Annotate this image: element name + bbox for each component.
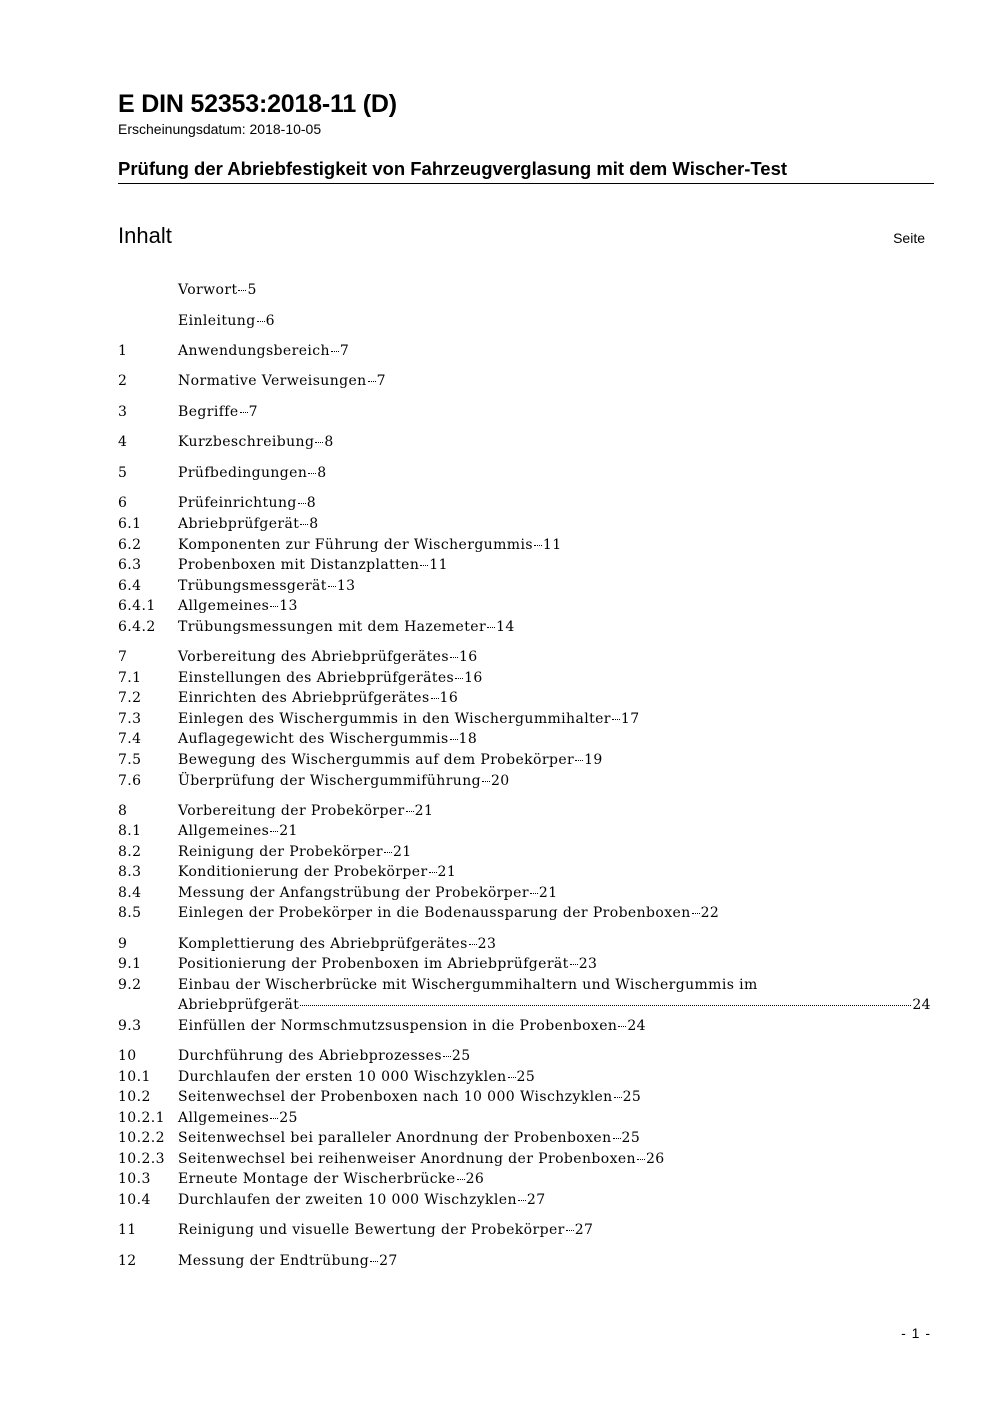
toc-title: Reinigung und visuelle Bewertung der Probekörper [178, 1222, 565, 1238]
toc-section-number: 2 [118, 373, 128, 389]
toc-page-number: 8 [317, 465, 327, 481]
toc-section-number: 9.2 [118, 977, 142, 993]
toc-title: Seitenwechsel der Probenboxen nach 10 000 Wischzyklen [178, 1089, 613, 1105]
dot-leader [328, 585, 336, 587]
toc-entry[interactable] [118, 341, 931, 361]
toc-page-number: 25 [622, 1089, 642, 1105]
toc-section-number: 8.1 [118, 823, 142, 839]
toc-entry[interactable] [118, 617, 931, 637]
toc-entry[interactable] [118, 975, 931, 1016]
toc-title: Vorwort [178, 282, 238, 298]
dot-leader [420, 564, 428, 566]
toc-title: Komponenten zur Führung der Wischergummis [178, 537, 533, 553]
dot-leader [508, 1076, 516, 1078]
toc-entry[interactable] [118, 1016, 931, 1036]
dot-leader [612, 718, 620, 720]
toc-title: Konditionierung der Probekörper [178, 864, 428, 880]
toc-entry[interactable] [118, 311, 931, 331]
dot-leader [298, 502, 306, 504]
toc-entry[interactable] [118, 647, 931, 667]
toc-page-number: 17 [620, 711, 640, 727]
toc-title: Messung der Endtrübung [178, 1253, 370, 1269]
toc-page-number: 13 [336, 578, 356, 594]
toc-title: Trübungsmessgerät [178, 578, 327, 594]
document-id: E DIN 52353:2018-11 (D) [118, 90, 397, 118]
toc-section-number: 7.2 [118, 690, 142, 706]
toc-title: Reinigung der Probekörper [178, 844, 383, 860]
toc-title: Seitenwechsel bei paralleler Anordnung der Probenboxen [178, 1130, 612, 1146]
toc-title: Positionierung der Probenboxen im Abriebprüfgerät [178, 956, 569, 972]
toc-section-number: 7.4 [118, 731, 142, 747]
toc-section-number: 9.3 [118, 1018, 142, 1034]
toc-entry[interactable] [118, 903, 931, 923]
dot-leader [429, 871, 437, 873]
toc-section-number: 11 [118, 1222, 137, 1238]
dot-leader [450, 656, 458, 658]
toc-section-number: 6.2 [118, 537, 142, 553]
toc-title: Messung der Anfangstrübung der Probekörper [178, 885, 529, 901]
dot-leader [566, 1229, 574, 1231]
toc-page-number: 26 [645, 1151, 665, 1167]
dot-leader [370, 1260, 378, 1262]
toc-page-number: 11 [542, 537, 562, 553]
dot-leader [368, 380, 376, 382]
toc-entry[interactable] [118, 1046, 931, 1066]
toc-section-number: 6.4 [118, 578, 142, 594]
page-column-heading: Seite [893, 230, 925, 246]
toc-section-number: 1 [118, 343, 128, 359]
toc-entry[interactable] [118, 1108, 931, 1128]
toc-entry[interactable] [118, 493, 931, 513]
toc-title: Vorbereitung des Abriebprüfgerätes [178, 649, 449, 665]
contents-heading: Inhalt [118, 223, 172, 248]
toc-section-number: 10.2.3 [118, 1151, 165, 1167]
dot-leader [270, 1117, 278, 1119]
toc-title: Durchlaufen der zweiten 10 000 Wischzyklen [178, 1192, 517, 1208]
toc-entry[interactable] [118, 1220, 931, 1240]
dot-leader [238, 289, 246, 291]
toc-entry[interactable] [118, 463, 931, 483]
toc-title: Bewegung des Wischergummis auf dem Probekörper [178, 752, 575, 768]
dot-leader [487, 626, 495, 628]
toc-section-number: 6.1 [118, 516, 142, 532]
publication-date: Erscheinungsdatum: 2018-10-05 [118, 121, 322, 137]
dot-leader [240, 411, 248, 413]
toc-section-number: 10 [118, 1048, 137, 1064]
toc-entry[interactable] [118, 709, 931, 729]
toc-title: Allgemeines [178, 1110, 270, 1126]
dot-leader [482, 780, 490, 782]
toc-section-number: 10.4 [118, 1192, 151, 1208]
toc-entry[interactable] [118, 954, 931, 974]
toc-page-number: 24 [912, 997, 931, 1013]
toc-title: Prüfbedingungen [178, 465, 308, 481]
toc-title: Allgemeines [178, 598, 270, 614]
toc-page-number: 25 [451, 1048, 471, 1064]
toc-page-number: 16 [458, 649, 478, 665]
toc-entry[interactable] [118, 371, 931, 391]
toc-title: Einlegen des Wischergummis in den Wischergummihalter [178, 711, 611, 727]
toc-title: Auflagegewicht des Wischergummis [178, 731, 449, 747]
toc-entry[interactable] [118, 535, 931, 555]
toc-page-number: 8 [324, 434, 334, 450]
toc-title: Abriebprüfgerät [178, 516, 300, 532]
toc-page-number: 21 [538, 885, 558, 901]
toc-entry[interactable] [118, 514, 931, 534]
dot-leader [384, 851, 392, 853]
toc-title: Abriebprüfgerät [178, 997, 300, 1013]
toc-section-number: 7.1 [118, 670, 142, 686]
toc-entry[interactable] [118, 729, 931, 749]
toc-section-number: 12 [118, 1253, 137, 1269]
toc-entry[interactable] [118, 801, 931, 821]
toc-page-number: 23 [477, 936, 497, 952]
toc-title: Kurzbeschreibung [178, 434, 315, 450]
toc-page-number: 27 [379, 1253, 398, 1269]
toc-page-number: 7 [248, 404, 258, 420]
dot-leader [431, 697, 439, 699]
dot-leader [692, 912, 700, 914]
toc-entry[interactable] [118, 596, 931, 616]
toc-page-number: 11 [429, 557, 448, 573]
dot-leader [450, 738, 458, 740]
toc-title: Durchführung des Abriebprozesses [178, 1048, 442, 1064]
toc-section-number: 10.2.2 [118, 1130, 165, 1146]
dot-leader [618, 1025, 626, 1027]
toc-title: Normative Verweisungen [178, 373, 367, 389]
toc-title: Einrichten des Abriebprüfgerätes [178, 690, 430, 706]
dot-leader [457, 1178, 465, 1180]
toc-section-number: 7.5 [118, 752, 142, 768]
dot-leader [455, 677, 463, 679]
toc-page-number: 27 [574, 1222, 594, 1238]
toc-entry[interactable] [118, 862, 931, 882]
toc-section-number: 7 [118, 649, 128, 665]
dot-leader [613, 1137, 621, 1139]
dot-leader [300, 1004, 911, 1006]
toc-section-number: 8.5 [118, 905, 142, 921]
toc-entry[interactable] [118, 1067, 931, 1087]
dot-leader [614, 1096, 622, 1098]
dot-leader [530, 892, 538, 894]
toc-section-number: 8.3 [118, 864, 142, 880]
toc-title-line1: Einbau der Wischerbrücke mit Wischergummihaltern und Wischergummis im [178, 977, 758, 993]
toc-entry[interactable] [118, 1169, 931, 1189]
dot-leader [443, 1055, 451, 1057]
toc-entry[interactable] [118, 883, 931, 903]
toc-entry[interactable] [118, 821, 931, 841]
dot-leader [257, 320, 265, 322]
toc-title: Komplettierung des Abriebprüfgerätes [178, 936, 468, 952]
toc-entry[interactable] [118, 668, 931, 688]
toc-page-number: 18 [458, 731, 478, 747]
toc-section-number: 8 [118, 803, 128, 819]
toc-entry[interactable] [118, 1190, 931, 1210]
toc-title: Begriffe [178, 404, 239, 420]
toc-section-number: 5 [118, 465, 128, 481]
toc-entry[interactable] [118, 432, 931, 452]
toc-section-number: 10.2.1 [118, 1110, 165, 1126]
toc-entry[interactable] [118, 402, 931, 422]
toc-title: Einstellungen des Abriebprüfgerätes [178, 670, 455, 686]
dot-leader [308, 472, 316, 474]
toc-entry[interactable] [118, 555, 931, 575]
dot-leader [518, 1199, 526, 1201]
toc-page-number: 6 [265, 313, 275, 329]
dot-leader [300, 523, 308, 525]
toc-section-number: 4 [118, 434, 128, 450]
toc-title: Vorbereitung der Probekörper [178, 803, 405, 819]
toc-section-number: 6.4.1 [118, 598, 156, 614]
toc-page-number: 16 [464, 670, 483, 686]
toc-page-number: 7 [376, 373, 386, 389]
toc-entry[interactable] [118, 1149, 931, 1169]
toc-section-number: 9.1 [118, 956, 142, 972]
toc-entry[interactable] [118, 1128, 931, 1148]
toc-section-number: 9 [118, 936, 128, 952]
toc-section-number: 10.3 [118, 1171, 151, 1187]
toc-title: Prüfeinrichtung [178, 495, 297, 511]
toc-page-number: 8 [306, 495, 317, 511]
toc-entry[interactable] [118, 1251, 931, 1271]
toc-section-number: 10.2 [118, 1089, 151, 1105]
document-title: Prüfung der Abriebfestigkeit von Fahrzeugverglasung mit dem Wischer-Test [118, 158, 788, 179]
toc-page-number: 27 [526, 1192, 546, 1208]
dot-leader [406, 810, 414, 812]
toc-entry[interactable] [118, 688, 931, 708]
toc-page-number: 13 [279, 598, 298, 614]
toc-page-number: 5 [247, 282, 257, 298]
toc-page-number: 16 [439, 690, 459, 706]
dot-leader [534, 544, 542, 546]
toc-page-number: 8 [309, 516, 319, 532]
toc-page-number: 21 [279, 823, 298, 839]
toc-section-number: 6.3 [118, 557, 142, 573]
toc-section-number: 3 [118, 404, 128, 420]
toc-page-number: 7 [339, 343, 350, 359]
toc-page-number: 21 [414, 803, 434, 819]
toc-page-number: 22 [700, 905, 720, 921]
toc-page-number: 26 [465, 1171, 485, 1187]
toc-entry[interactable] [118, 576, 931, 596]
dot-leader [315, 441, 323, 443]
dot-leader [469, 943, 477, 945]
toc-section-number: 6 [118, 495, 128, 511]
toc-page-number: 25 [516, 1069, 536, 1085]
dot-leader [575, 759, 583, 761]
dot-leader [270, 605, 278, 607]
toc-entry[interactable] [118, 842, 931, 862]
toc-title: Einleitung [178, 313, 256, 329]
page-number: - 1 - [901, 1325, 931, 1341]
dot-leader [637, 1158, 645, 1160]
toc-entry[interactable] [118, 934, 931, 954]
toc-title: Anwendungsbereich [178, 343, 330, 359]
toc-title: Einlegen der Probekörper in die Bodenaussparung der Probenboxen [178, 905, 691, 921]
toc-page-number: 24 [627, 1018, 646, 1034]
toc-title: Durchlaufen der ersten 10 000 Wischzyklen [178, 1069, 507, 1085]
toc-page-number: 21 [437, 864, 457, 880]
toc-entry[interactable] [118, 771, 931, 791]
toc-page-number: 14 [496, 619, 515, 635]
toc-title: Trübungsmessungen mit dem Hazemeter [178, 619, 487, 635]
toc-title: Allgemeines [178, 823, 270, 839]
toc-title: Probenboxen mit Distanzplatten [178, 557, 420, 573]
title-divider [118, 183, 934, 184]
toc-section-number: 10.1 [118, 1069, 151, 1085]
toc-section-number: 7.3 [118, 711, 142, 727]
toc-page-number: 23 [578, 956, 598, 972]
toc-page-number: 20 [490, 773, 510, 789]
dot-leader [570, 963, 578, 965]
dot-leader [270, 830, 278, 832]
toc-entry[interactable] [118, 1087, 931, 1107]
toc-title: Überprüfung der Wischergummiführung [178, 773, 481, 789]
toc-page-number: 25 [279, 1110, 298, 1126]
toc-section-number: 6.4.2 [118, 619, 156, 635]
toc-section-number: 8.4 [118, 885, 142, 901]
toc-title: Erneute Montage der Wischerbrücke [178, 1171, 456, 1187]
toc-section-number: 8.2 [118, 844, 142, 860]
dot-leader [331, 350, 339, 352]
toc-page-number: 19 [584, 752, 603, 768]
toc-entry[interactable] [118, 280, 931, 300]
toc-title: Einfüllen der Normschmutzsuspension in die Probenboxen [178, 1018, 618, 1034]
toc-title: Seitenwechsel bei reihenweiser Anordnung der Probenboxen [178, 1151, 636, 1167]
toc-page-number: 25 [621, 1130, 641, 1146]
toc-section-number: 7.6 [118, 773, 142, 789]
toc-entry[interactable] [118, 750, 931, 770]
toc-page-number: 21 [392, 844, 412, 860]
